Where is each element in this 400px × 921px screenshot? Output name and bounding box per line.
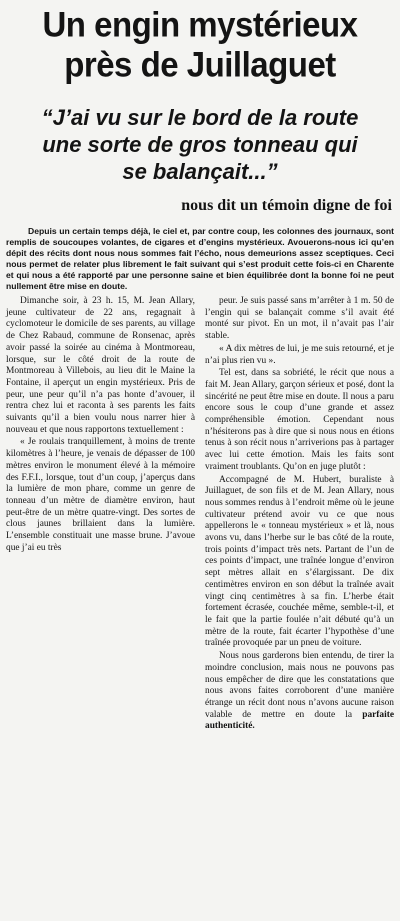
headline-line: près de Juillaguet — [64, 43, 336, 84]
body-paragraph: Accompagné de M. Hubert, buraliste à Juillaguet, de son fils et de M. Jean Allary, nous nous sommes rendus à l’endroit même où le jeune cultivateur prétend avoir vu ce que nous appellerons le « tonneau mystérieux » et là, nous avons vu, dans l’herbe sur le bas côté de la route, trois points d’impact très nets. Partant de l’un de ces points d’impact, une traînée longue d’environ sept mètres allait en s’élargissant. De dix centimètres environ en son début la traînée avait vingt cinq centimètres à sa fin. L’herbe était fortement écrasée, couchée même, semble-t-il, et le fait que la partie foulée n’ait débuté qu’à un mètre de la route, fait écarter l’hypothèse d’une traînée provoquée par un pneu de voiture. — [205, 474, 394, 649]
quote-line: “J’ai vu sur le bord de la route — [41, 105, 359, 130]
body-paragraph: « Je roulais tranquillement, à moins de trente kilomètres à l’heure, je venais de dépasser de 100 mètres environ le monument élevé à la mémoire des F.F.I., lorsque, tout d’un coup, j’aperçus dans la lumière de mon phare, comme un genre de tonneau d’un mètre de diamètre environ, haut peut-être de un mètre quatre-vingt. Des sortes de clous jaunes brillaient dans la lumière. L’ensemble constituait une masse brune. J’avoue que j’ai eu très — [6, 437, 195, 553]
lead-paragraph: Depuis un certain temps déjà, le ciel et, par contre coup, les colonnes des journaux, sont remplis de soucoupes volantes, de cigares et d’engins mystérieux. Avouerons-nous ici qu’en dépit des récits dont nous nous sommes fait l’écho, nous demeurions assez sceptiques. Ceci nous permet de relater plus librement le fait suivant qui s’est produit cette fois-ci en Charente et qui nous a été rapporté par une personne saine et bien équilibrée dont la bonne foi ne peut nullement être mise en doute. — [6, 226, 394, 291]
column-left — [6, 296, 195, 733]
column-right — [205, 296, 394, 733]
body-columns — [6, 296, 394, 733]
body-paragraph: « A dix mètres de lui, je me suis retourné, et je n’ai plus rien vu ». — [205, 343, 394, 366]
body-paragraph: Dimanche soir, à 23 h. 15, M. Jean Allary, jeune cultivateur de 22 ans, regagnait à cyclomoteur le domicile de ses parents, au village de Chez Rabaud, commune de Ronsenac, après avoir passé la soirée au cinéma à Montmoreau, lorsque, sur le côté droit de la route de Montmoreau à Villebois, au lieu dit le Maine la Fontaine, il aperçut un engin mystérieux. Pris de peur, une peur qu’il n’a pas honte d’avouer, il rentra chez lui et raconta à ses parents les faits suivants qu’il a bien voulu nous narrer hier à nouveau et que nous rapportons textuellement : — [6, 296, 195, 435]
headline-line: Un engin mystérieux — [42, 4, 358, 44]
quote-line: se balançait...” — [122, 159, 278, 184]
closing-words: parfaite authenticité. — [205, 709, 394, 732]
article — [0, 4, 400, 733]
byline: nous dit un témoin digne de foi — [181, 197, 392, 214]
quote-line: une sorte de gros tonneau qui — [42, 132, 358, 157]
body-text: Nous nous garderons bien entendu, de tirer la moindre conclusion, mais nous ne pouvons pas nous empêcher de dire que les constatations que nous avons faites corroborent d’une manière étrange un récit dont nous n’avons aucune raison valable de mettre en doute la — [205, 651, 394, 720]
body-paragraph: Tel est, dans sa sobriété, le récit que nous a fait M. Jean Allary, garçon sérieux et posé, dont la sincérité ne peut être mise en doute. Il nous a paru encore sous le coup d’une grande et assez compréhensible émotion. Cependant nous n’hésiterons pas à dire que si nous nous en étions tenus à son récit nous n’arriverions pas à partager avec lui cette émotion. Mais les faits sont vraiment troublants. Qu’on en juge plutôt : — [205, 368, 394, 472]
body-paragraph: peur. Je suis passé sans m’arrêter à 1 m. 50 de l’engin qui se balançait comme s’il avait été monté sur pivot. En un mot, il n’avait pas l’air stable. — [205, 296, 394, 342]
body-paragraph — [205, 651, 394, 733]
headline — [6, 4, 394, 84]
pull-quote — [6, 104, 394, 185]
